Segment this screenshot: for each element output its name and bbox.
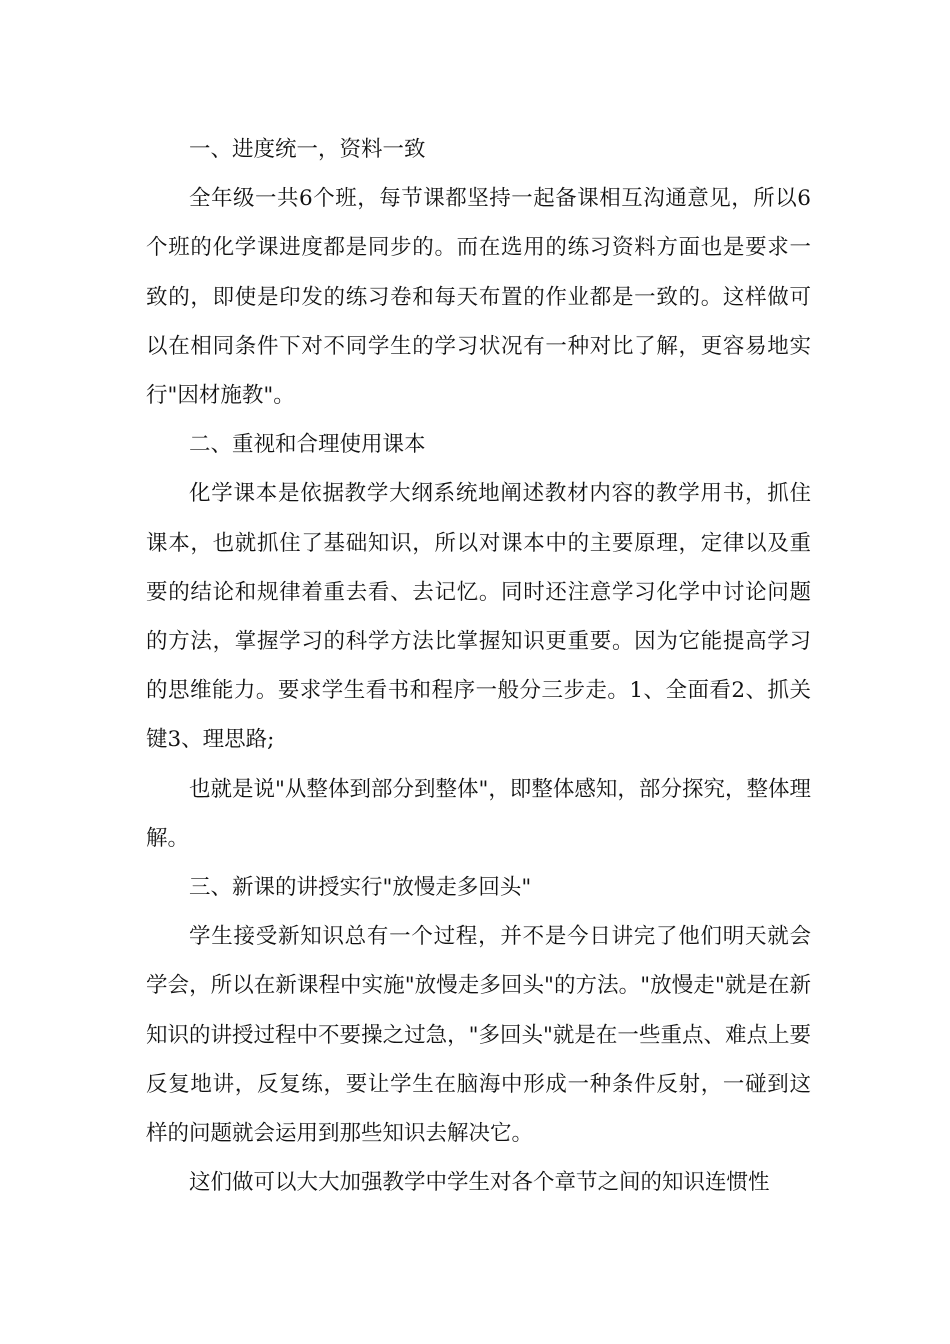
paragraph-3: 也就是说"从整体到部分到整体"，即整体感知，部分探究，整体理解。: [146, 776, 811, 851]
paragraph-5: 这们做可以大大加强教学中学生对各个章节之间的知识连惯性: [189, 1170, 770, 1196]
section-heading-2: 二、重视和合理使用课本: [189, 432, 426, 458]
section-heading-1: 一、进度统一，资料一致: [189, 137, 426, 162]
paragraph-1: 全年级一共6个班，每节课都坚持一起备课相互沟通意见，所以6个班的化学课进度都是同步的。而在选用的练习资料方面也是要求一致的，即使是印发的练习卷和每天布置的作业都是一致的。这样做可以在相同条件下对不同学生的学习状况有一种对比了解，更容易地实行"因材施教"。: [146, 186, 811, 409]
document-body: [146, 125, 811, 1207]
paragraph-4: 学生接受新知识总有一个过程，并不是今日讲完了他们明天就会学会，所以在新课程中实施"放慢走多回头"的方法。"放慢走"就是在新知识的讲授过程中不要操之过急，"多回头"就是在一些重点、难点上要反复地讲，反复练，要让学生在脑海中形成一种条件反射，一碰到这样的问题就会运用到那些知识去解决它。: [146, 924, 811, 1147]
section-heading-3: 三、新课的讲授实行"放慢走多回头": [189, 875, 532, 901]
paragraph-2: 化学课本是依据教学大纲系统地阐述教材内容的教学用书，抓住课本，也就抓住了基础知识，所以对课本中的主要原理，定律以及重要的结论和规律着重去看、去记忆。同时还注意学习化学中讨论问题的方法，掌握学习的科学方法比掌握知识更重要。因为它能提高学习的思维能力。要求学生看书和程序一般分三步走。1、全面看2、抓关键3、理思路;: [146, 481, 811, 753]
